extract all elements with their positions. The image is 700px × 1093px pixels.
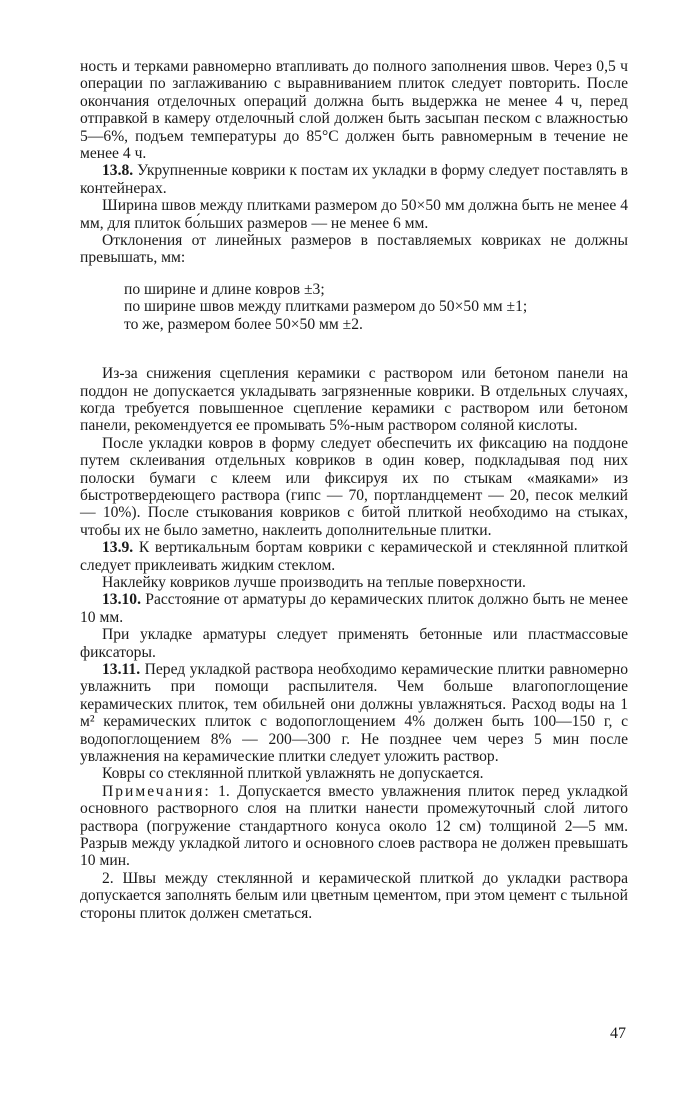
section-number: 13.10. xyxy=(102,591,141,609)
tolerance-list xyxy=(124,281,628,333)
paragraph-text: Перед укладкой раствора необходимо керамические плитки равномерно увлажнить при помощи распылителя. Чем больше влагопоглощение керамических плиток, тем обильней они должны увлажняться. Расход воды на 1 м² керамических плиток с водопоглощением 4% должен быть 100—150 г, с водопоглощением 8% — 200—300 г. Не позднее чем через 5 мин после увлажнения на керамические плитки следует уложить раствор. xyxy=(80,661,628,766)
paragraph-13-9 xyxy=(80,539,628,574)
section-number: 13.9. xyxy=(102,539,134,557)
paragraph-13-8 xyxy=(80,162,628,197)
paragraph: Наклейку ковриков лучше производить на теплые поверхности. xyxy=(102,573,526,591)
list-item: по ширине и длине ковров ±3; xyxy=(124,280,325,298)
note-1 xyxy=(80,783,628,870)
list-item: по ширине швов между плитками размером до 50×50 мм ±1; xyxy=(124,298,528,316)
note-label: Примечания: xyxy=(102,782,211,800)
body-text xyxy=(80,58,628,922)
paragraph: Ковры со стеклянной плиткой увлажнять не допускается. xyxy=(102,765,484,783)
section-number: 13.8. xyxy=(102,162,134,180)
page-number: 47 xyxy=(610,1025,626,1042)
paragraph: ность и терками равномерно втапливать до полного заполнения швов. Через 0,5 ч операции по заглаживанию с выравниванием плиток следует повторить. После окончания отделочных операций должна быть выдержка не менее 4 ч, перед отправкой в камеру отделочный слой должен быть засыпан песком с влажностью 5—6%, подъем температуры до 85°С должен быть равномерным в течение не менее 4 ч. xyxy=(80,58,628,163)
note-text: 1. Допускается вместо увлажнения плиток перед укладкой основного растворного слоя на плитки нанести промежуточный слой литого раствора (погружение стандартного конуса около 12 см) толщиной 2—5 мм. Разрыв между укладкой литого и основного слоев раствора не должен превышать 10 мин. xyxy=(80,782,628,870)
paragraph: Ширина швов между плитками размером до 50×50 мм должна быть не менее 4 мм, для плиток бо́льших размеров — не менее 6 мм. xyxy=(80,197,628,232)
note-2: 2. Швы между стеклянной и керамической плиткой до укладки раствора допускается заполнять белым или цветным цементом, при этом цемент с тыльной стороны плиток должен сметаться. xyxy=(80,869,628,922)
paragraph-13-10 xyxy=(80,591,628,626)
paragraph: После укладки ковров в форму следует обеспечить их фиксацию на поддоне путем склеивания отдельных ковриков в один ковер, подкладывая под них полоски бумаги с клеем или фиксируя их по стыкам «маяками» из быстротвердеющего раствора (гипс — 70, портландцемент — 20, песок мелкий — 10%). После стыкования ковриков с битой плиткой необходимо на стыках, чтобы их не было заметно, наклеить дополнительные плитки. xyxy=(80,434,628,539)
paragraph: Из-за снижения сцепления керамики с раствором или бетоном панели на поддон не допускается укладывать загрязненные коврики. В отдельных случаях, когда требуется повышенное сцепление керамики с раствором или бетоном панели, рекомендуется ее промывать 5%-ным раствором соляной кислоты. xyxy=(80,365,628,435)
paragraph: При укладке арматуры следует применять бетонные или пластмассовые фиксаторы. xyxy=(80,626,628,661)
paragraph-text: Укрупненные коврики к постам их укладки в форму следует поставлять в контейнерах. xyxy=(80,162,628,197)
section-number: 13.11. xyxy=(102,661,141,678)
paragraph: Отклонения от линейных размеров в поставляемых ковриках не должны превышать, мм: xyxy=(80,232,628,267)
paragraph-text: Расстояние от арматуры до керамических плиток должно быть не менее 10 мм. xyxy=(80,591,628,626)
paragraph-13-11 xyxy=(80,661,628,765)
paragraph-text: К вертикальным бортам коврики с керамической и стеклянной плиткой следует приклеивать жидким стеклом. xyxy=(80,539,628,574)
list-item: то же, размером более 50×50 мм ±2. xyxy=(124,315,363,333)
